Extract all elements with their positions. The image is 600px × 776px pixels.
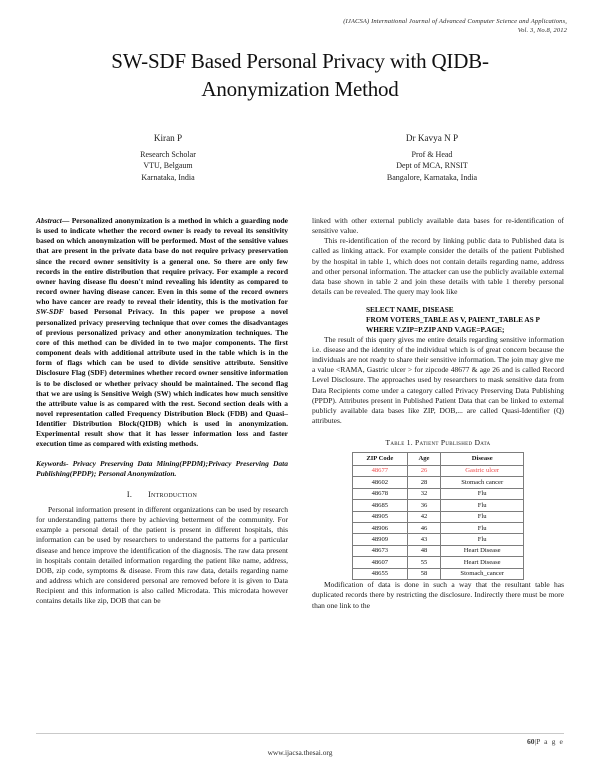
cell-age: 48 — [407, 545, 441, 556]
cell-disease: Flu — [441, 488, 524, 499]
cell-age: 43 — [407, 534, 441, 545]
footer-separator: | — [534, 737, 537, 746]
abstract-text-part2: based Personal Privacy. In this paper we propose a novel personalized privacy preserving technique that over comes the disadvantages of previous personalized privacy and other anonymization techniques. The core of this method can be divided in to two major components. The first component deals with additional attribute used in the table which is in the form of flags which can be used to divide sensitive attribute. Sensitive Disclosure Flag (SDF) determines whether record owner sensitive information is to be disclosed or whether privacy should be maintained. The second flag that we are using is Sensitive Weigh (SW) which indicates how much sensitive the attribute value is as compared with the rest. Second section deals with a novel representation called Frequency Distribution Block (FDB) and Quasi–Identifier Distribution Block(QIDB) which is used in anonymization. Experimental result show that it has lesser information loss and faster execution time as compared with existing methods. — [36, 307, 288, 449]
section-heading-introduction — [36, 490, 288, 499]
author-affiliation-line: Karnataka, India — [141, 172, 195, 182]
cell-disease: Flu — [441, 523, 524, 534]
cell-zip: 48906 — [353, 523, 408, 534]
author-affiliation-line: Research Scholar — [140, 149, 196, 159]
introduction-paragraph-1: Personal information present in different organizations can be used by research for understanding patterns there by achieving betterment of the community. For example a personal detail of the patient is present in different hospitals, this information can be used by researchers to understand the patterns for a particular disease and hence improve the identification of the diagnosis. The raw data present in hospitals contain detailed information regarding the patient like name, address, DOB, zip code, symptoms & disease. From this raw data, details regarding name and address which are considered personal are removed before it is given to Data Recipient and this information is also called Microdata. This microdata however contains details like zip, DOB that can be — [36, 504, 288, 606]
footer-page-number: 60 — [527, 737, 535, 746]
cell-zip: 48602 — [353, 477, 408, 488]
running-head-line2: Vol. 3, No.8, 2012 — [517, 27, 567, 35]
cell-disease: Gastric ulcer — [441, 465, 524, 476]
sql-line-where: WHERE V.ZIP=P.ZIP AND V.AGE=P.AGE; — [366, 324, 505, 334]
abstract-label: Abstract— — [36, 216, 70, 225]
abstract-italic-term: SW-SDF — [36, 307, 64, 317]
footer-page-indicator — [527, 737, 564, 746]
cell-disease: Heart Disease — [441, 557, 524, 568]
author-name: Kiran P — [153, 133, 183, 143]
table-row — [353, 557, 524, 568]
cell-disease: Stomach_cancer — [441, 568, 524, 579]
footer-divider — [36, 733, 564, 734]
author-block-1 — [36, 132, 300, 184]
table-header-row — [353, 453, 524, 466]
table-row — [353, 545, 524, 556]
cell-age: 26 — [407, 465, 441, 476]
column-left — [36, 216, 288, 721]
table-row — [353, 477, 524, 488]
column-header-disease: Disease — [441, 453, 524, 466]
cell-disease: Heart Disease — [441, 545, 524, 556]
page-title: SW-SDF Based Personal Privacy with QIDB-Anonymization Method — [111, 49, 489, 101]
cell-zip: 48909 — [353, 534, 408, 545]
running-head-line1: (IJACSA) International Journal of Advanced Computer Science and Applications, — [343, 18, 567, 25]
cell-zip: 48607 — [353, 557, 408, 568]
table-row — [353, 523, 524, 534]
table-row — [353, 568, 524, 579]
cell-age: 42 — [407, 511, 441, 522]
cell-zip: 48655 — [353, 568, 408, 579]
section-title: Introduction — [148, 489, 198, 499]
footer-url: www.ijacsa.thesai.org — [267, 748, 333, 757]
cell-age: 46 — [407, 523, 441, 534]
query-result-paragraph: The result of this query gives me entire details regarding sensitive information i.e. disease and the identity of the individual which is of great concern because the individuals are not ready to share their sensitive information. The join may give me a value <RAMA, Gastric ulcer > for zipcode 48677 & age 26 and is called Record Level Disclosure. The approaches used by researchers to mask sensitive data from Data Recipients come under a category called Privacy Preserving Data Publishing (PPDP). Attributes present in Published Patient Data that can be linked to external publicly available data bases like ZIP, DOB,... are called Quasi-Identifier (Q) attributes. — [312, 334, 564, 426]
cell-disease: Flu — [441, 500, 524, 511]
author-affiliation-line: Dept of MCA, RNSIT — [396, 161, 468, 171]
sql-line-from: FROM VOTERS_TABLE AS V, PAIENT_TABLE AS P — [366, 315, 541, 325]
cell-disease: Flu — [441, 534, 524, 545]
running-head — [343, 17, 567, 36]
cell-age: 55 — [407, 557, 441, 568]
modification-paragraph: Modification of data is done in such a way that the resultant table has duplicated records there by restricting the disclosure. Indirectly there must be more than one link to the — [312, 580, 564, 610]
column-header-age: Age — [407, 453, 441, 466]
cell-zip: 48673 — [353, 545, 408, 556]
sql-query-block — [312, 305, 564, 335]
author-affiliation-line: VTU, Belgaum — [143, 161, 193, 171]
cell-age: 28 — [407, 477, 441, 488]
author-block-list — [36, 132, 564, 184]
keywords-paragraph: Keywords- Privacy Preserving Data Mining(PPDM);Privacy Preserving Data Publishing(PPDP); Personal Anonymization. — [36, 458, 288, 478]
section-numeral: I. — [126, 489, 133, 499]
cell-disease: Flu — [441, 511, 524, 522]
author-name: Dr Kavya N P — [405, 133, 459, 143]
table-row — [353, 500, 524, 511]
table-row — [353, 534, 524, 545]
table-1-caption: Table 1. Patient Published Data — [385, 438, 491, 448]
cell-age: 36 — [407, 500, 441, 511]
cell-zip: 48905 — [353, 511, 408, 522]
table-body — [353, 465, 524, 579]
table-1-wrapper — [312, 438, 564, 580]
continuation-paragraph: linked with other external publicly available data bases for re-identification of sensitive value. — [312, 216, 564, 236]
cell-zip: 48685 — [353, 500, 408, 511]
sql-line-select: SELECT NAME, DISEASE — [366, 305, 454, 315]
body-columns — [36, 216, 564, 721]
cell-age: 58 — [407, 568, 441, 579]
table-row — [353, 488, 524, 499]
cell-zip: 48677 — [353, 465, 408, 476]
patient-published-data-table — [352, 452, 524, 580]
abstract-text-part1: Personalized anonymization is a method in which a guarding node is used to indicate whether the record owner is ready to reveal its sensitivity based on which anonymization will be performed. Most of the sensitive values that are present in the private data base do not require privacy preservation since the record owner sensitivity is a general one. So there are only few records in the entire distribution that require privacy. For example a record owner having disease flu doesn't mind revealing his identity as compared to record owner having disease cancer. Even in this some of the record owners who have cancer are ready to reveal their identity, this is the motivation for — [36, 216, 288, 307]
author-affiliation-line: Prof & Head — [411, 149, 453, 159]
table-row — [353, 511, 524, 522]
table-row — [353, 465, 524, 476]
linking-attack-paragraph: This re-identification of the record by linking public data to Published data is called as linking attack. For example consider the details of the patient Published by the hospital in table 1, which does not contain details regarding name, address and other personal information. The attacker can use the publicly available external data base shown in table 2 and join these details with table 1 thereby personal details can be revealed. The query may look like — [312, 236, 564, 297]
author-affiliation-line: Bangalore, Karnataka, India — [386, 172, 478, 182]
column-right — [312, 216, 564, 721]
author-block-2 — [300, 132, 564, 184]
abstract-paragraph — [36, 216, 288, 450]
cell-disease: Stomach cancer — [441, 477, 524, 488]
cell-zip: 48678 — [353, 488, 408, 499]
footer-page-word: P a g e — [536, 737, 564, 746]
column-header-zip: ZIP Code — [353, 453, 408, 466]
cell-age: 32 — [407, 488, 441, 499]
